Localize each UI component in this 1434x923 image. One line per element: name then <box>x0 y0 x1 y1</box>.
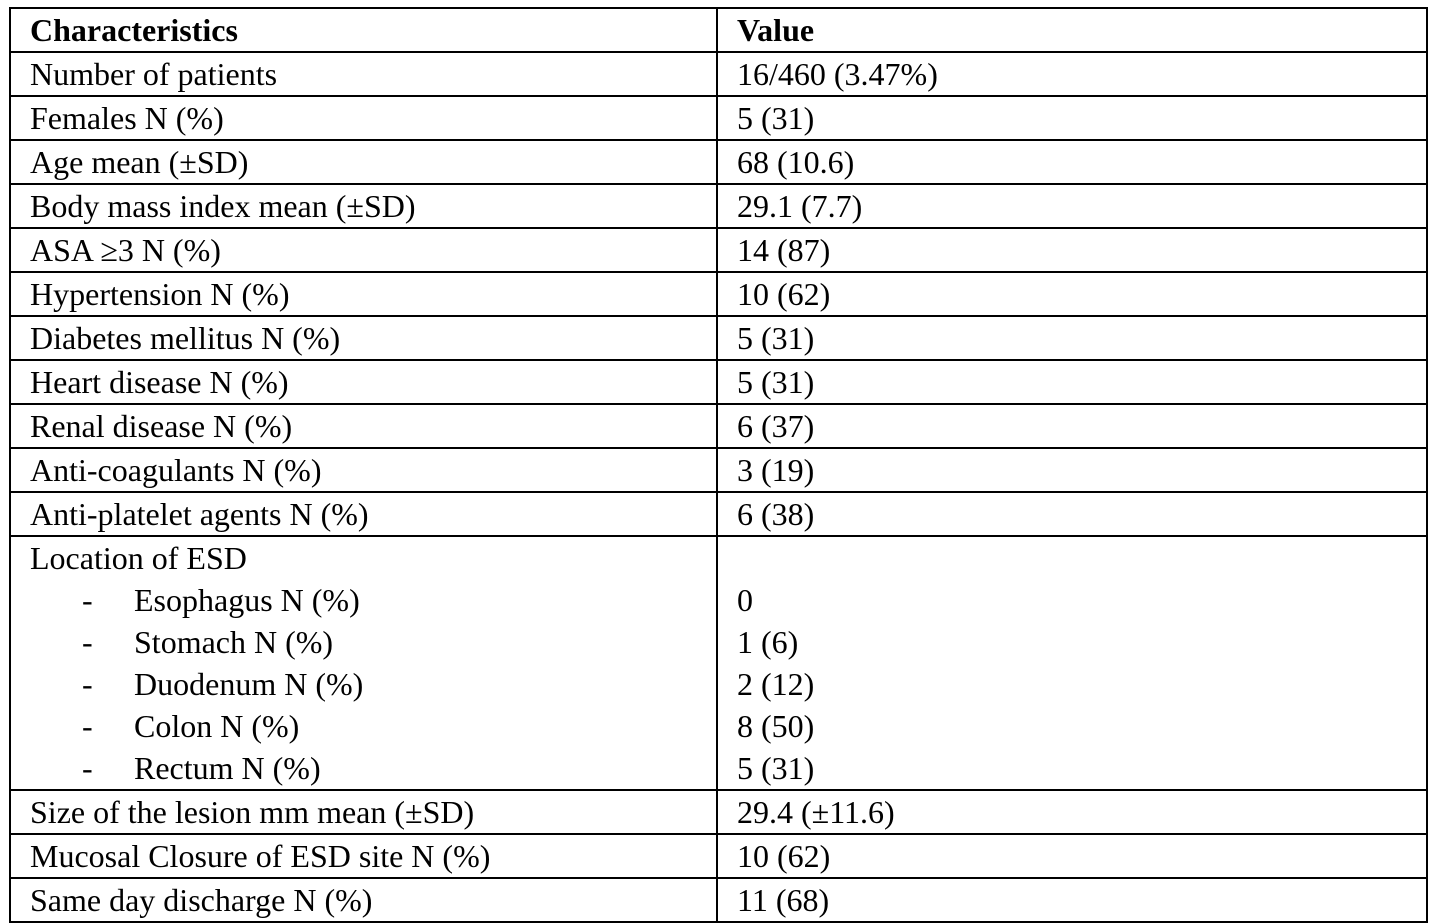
table-row <box>10 272 1427 316</box>
row-label: ASA ≥3 N (%) <box>10 228 717 272</box>
table-row <box>10 404 1427 448</box>
location-item-label: Colon N (%) <box>134 708 300 744</box>
row-label: Body mass index mean (±SD) <box>10 184 717 228</box>
table-row <box>10 52 1427 96</box>
list-dash: - <box>82 624 93 660</box>
table-row <box>10 360 1427 404</box>
row-value: 10 (62) <box>717 834 1427 878</box>
table-row <box>10 834 1427 878</box>
location-item-value: 1 (6) <box>737 624 799 660</box>
table-row <box>10 316 1427 360</box>
row-value: 29.4 (±11.6) <box>717 790 1427 834</box>
table-row <box>10 878 1427 922</box>
location-item-duodenum <box>30 663 716 705</box>
location-item-label: Stomach N (%) <box>134 624 334 660</box>
row-value: 3 (19) <box>717 448 1427 492</box>
row-value: 16/460 (3.47%) <box>717 52 1427 96</box>
location-item-colon <box>30 705 716 747</box>
location-item-rectum <box>30 747 716 789</box>
location-item-label: Rectum N (%) <box>134 750 321 786</box>
location-item-label: Esophagus N (%) <box>134 582 360 618</box>
location-heading-value <box>737 537 1426 579</box>
row-value: 68 (10.6) <box>717 140 1427 184</box>
column-header-characteristics: Characteristics <box>10 8 717 52</box>
row-label: Diabetes mellitus N (%) <box>10 316 717 360</box>
row-label: Size of the lesion mm mean (±SD) <box>10 790 717 834</box>
row-label: Anti-platelet agents N (%) <box>10 492 717 536</box>
row-label: Females N (%) <box>10 96 717 140</box>
row-value: 11 (68) <box>717 878 1427 922</box>
characteristics-table <box>9 7 1428 923</box>
location-item-esophagus <box>30 579 716 621</box>
location-item-value: 5 (31) <box>737 750 815 786</box>
row-value: 10 (62) <box>717 272 1427 316</box>
list-dash: - <box>82 666 93 702</box>
table-row <box>10 228 1427 272</box>
location-item-stomach <box>30 621 716 663</box>
row-value: 29.1 (7.7) <box>717 184 1427 228</box>
location-heading: Location of ESD <box>30 540 247 576</box>
location-item-value: 8 (50) <box>737 708 815 744</box>
row-value: 5 (31) <box>717 360 1427 404</box>
column-header-value: Value <box>717 8 1427 52</box>
row-value: 14 (87) <box>717 228 1427 272</box>
list-dash: - <box>82 708 93 744</box>
location-label-cell <box>10 536 717 790</box>
row-value: 5 (31) <box>717 96 1427 140</box>
row-label: Number of patients <box>10 52 717 96</box>
table-row <box>10 96 1427 140</box>
row-value: 5 (31) <box>717 316 1427 360</box>
row-label: Mucosal Closure of ESD site N (%) <box>10 834 717 878</box>
location-item-label: Duodenum N (%) <box>134 666 364 702</box>
location-row <box>10 536 1427 790</box>
list-dash: - <box>82 750 93 786</box>
table-header-row <box>10 8 1427 52</box>
table-row <box>10 448 1427 492</box>
table-row <box>10 140 1427 184</box>
row-label: Anti-coagulants N (%) <box>10 448 717 492</box>
list-dash: - <box>82 582 93 618</box>
row-label: Same day discharge N (%) <box>10 878 717 922</box>
location-value-cell <box>717 536 1427 790</box>
table-row <box>10 790 1427 834</box>
row-value: 6 (37) <box>717 404 1427 448</box>
row-label: Heart disease N (%) <box>10 360 717 404</box>
row-value: 6 (38) <box>717 492 1427 536</box>
location-item-value: 2 (12) <box>737 666 815 702</box>
location-item-value: 0 <box>737 582 753 618</box>
row-label: Renal disease N (%) <box>10 404 717 448</box>
row-label: Age mean (±SD) <box>10 140 717 184</box>
table-row <box>10 492 1427 536</box>
table-row <box>10 184 1427 228</box>
row-label: Hypertension N (%) <box>10 272 717 316</box>
